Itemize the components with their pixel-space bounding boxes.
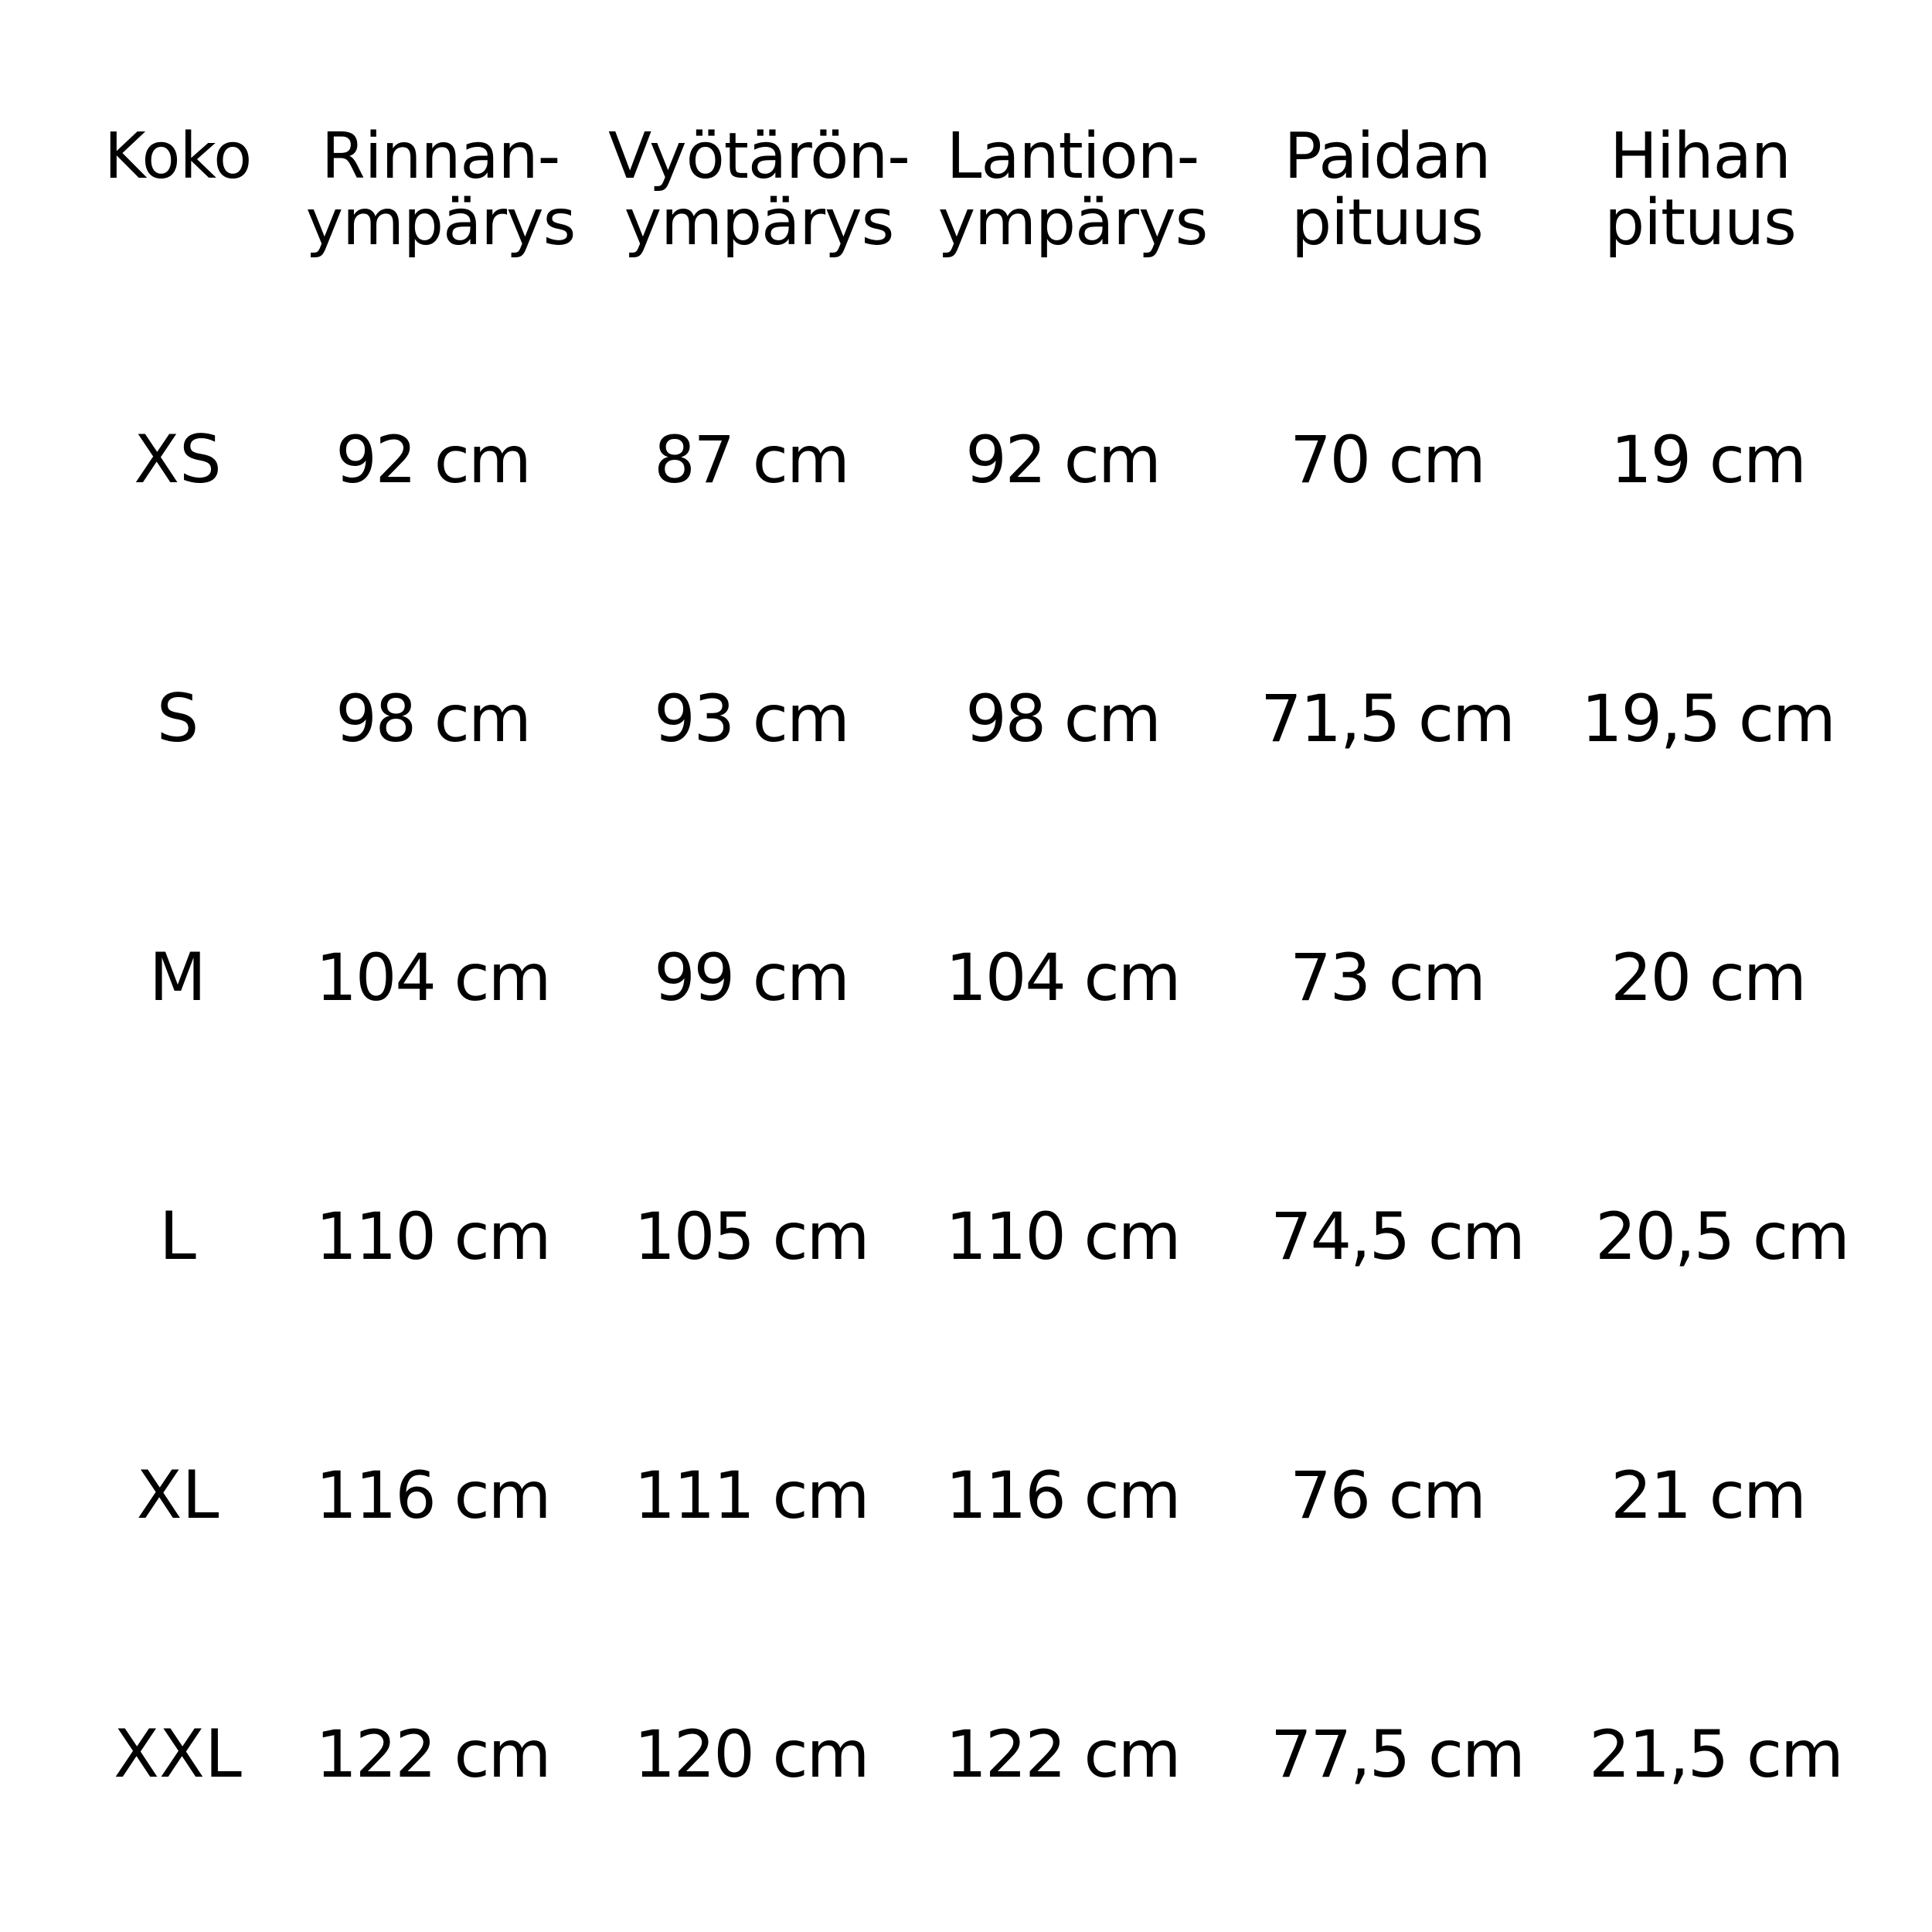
size-cell: XXL [114,1716,242,1793]
hip-cell: 98 cm [965,681,1160,757]
header-sleeve-length-line2: pituus [1604,186,1796,260]
header-chest-line1: Rinnan- [321,120,560,193]
shirt-length-cell: 71,5 cm [1260,681,1514,757]
waist-cell: 87 cm [654,422,849,498]
shirt-length-cell: 77,5 cm [1270,1716,1524,1792]
chest-cell: 104 cm [315,940,550,1015]
sleeve-length-cell: 21,5 cm [1589,1716,1842,1792]
size-cell: M [148,939,207,1016]
sleeve-length-cell: 19,5 cm [1581,681,1835,757]
size-cell: XL [136,1457,219,1534]
table-row [0,1190,1932,1283]
table-row [0,413,1932,506]
chest-cell: 92 cm [335,422,530,498]
waist-cell: 99 cm [654,940,849,1015]
chest-cell: 110 cm [315,1199,550,1274]
sleeve-length-cell: 20 cm [1611,940,1805,1015]
header-chest [278,120,603,260]
shirt-length-cell: 76 cm [1290,1458,1485,1533]
hip-cell: 110 cm [945,1199,1180,1274]
hip-cell: 104 cm [945,940,1180,1015]
hip-cell: 122 cm [945,1716,1180,1792]
shirt-length-cell: 70 cm [1290,422,1485,498]
sleeve-length-cell: 21 cm [1611,1458,1805,1533]
header-hip-line1: Lantion- [946,120,1199,193]
chest-cell: 122 cm [315,1716,550,1792]
header-hip [910,120,1235,260]
shirt-length-cell: 73 cm [1290,940,1485,1015]
header-waist-line1: Vyötärön- [608,120,910,193]
header-sleeve-length-line1: Hihan [1610,120,1791,193]
waist-cell: 93 cm [654,681,849,757]
table-row [0,1708,1932,1801]
size-cell: XS [134,421,222,498]
waist-cell: 105 cm [634,1199,869,1274]
waist-cell: 111 cm [634,1458,869,1533]
hip-cell: 116 cm [945,1458,1180,1533]
table-row [0,931,1932,1024]
sleeve-length-cell: 20,5 cm [1595,1199,1849,1274]
table-row [0,1449,1932,1542]
header-waist-line2: ympärys [624,186,894,260]
header-chest-line2: ympärys [305,186,576,260]
header-hip-line2: ympärys [937,186,1208,260]
header-sleeve-length [1538,120,1862,260]
size-cell: S [156,680,199,757]
header-waist [597,120,921,260]
hip-cell: 92 cm [965,422,1160,498]
header-shirt-length-line2: pituus [1291,186,1483,260]
shirt-length-cell: 74,5 cm [1270,1199,1524,1274]
sleeve-length-cell: 19 cm [1611,422,1805,498]
header-row [0,120,1932,263]
header-size-label: Koko [104,120,252,193]
header-shirt-length-line1: Paidan [1284,120,1491,193]
header-shirt-length [1225,120,1549,260]
chest-cell: 116 cm [315,1458,550,1533]
chest-cell: 98 cm [335,681,530,757]
waist-cell: 120 cm [634,1716,869,1792]
table-row [0,672,1932,765]
size-cell: L [159,1198,196,1275]
